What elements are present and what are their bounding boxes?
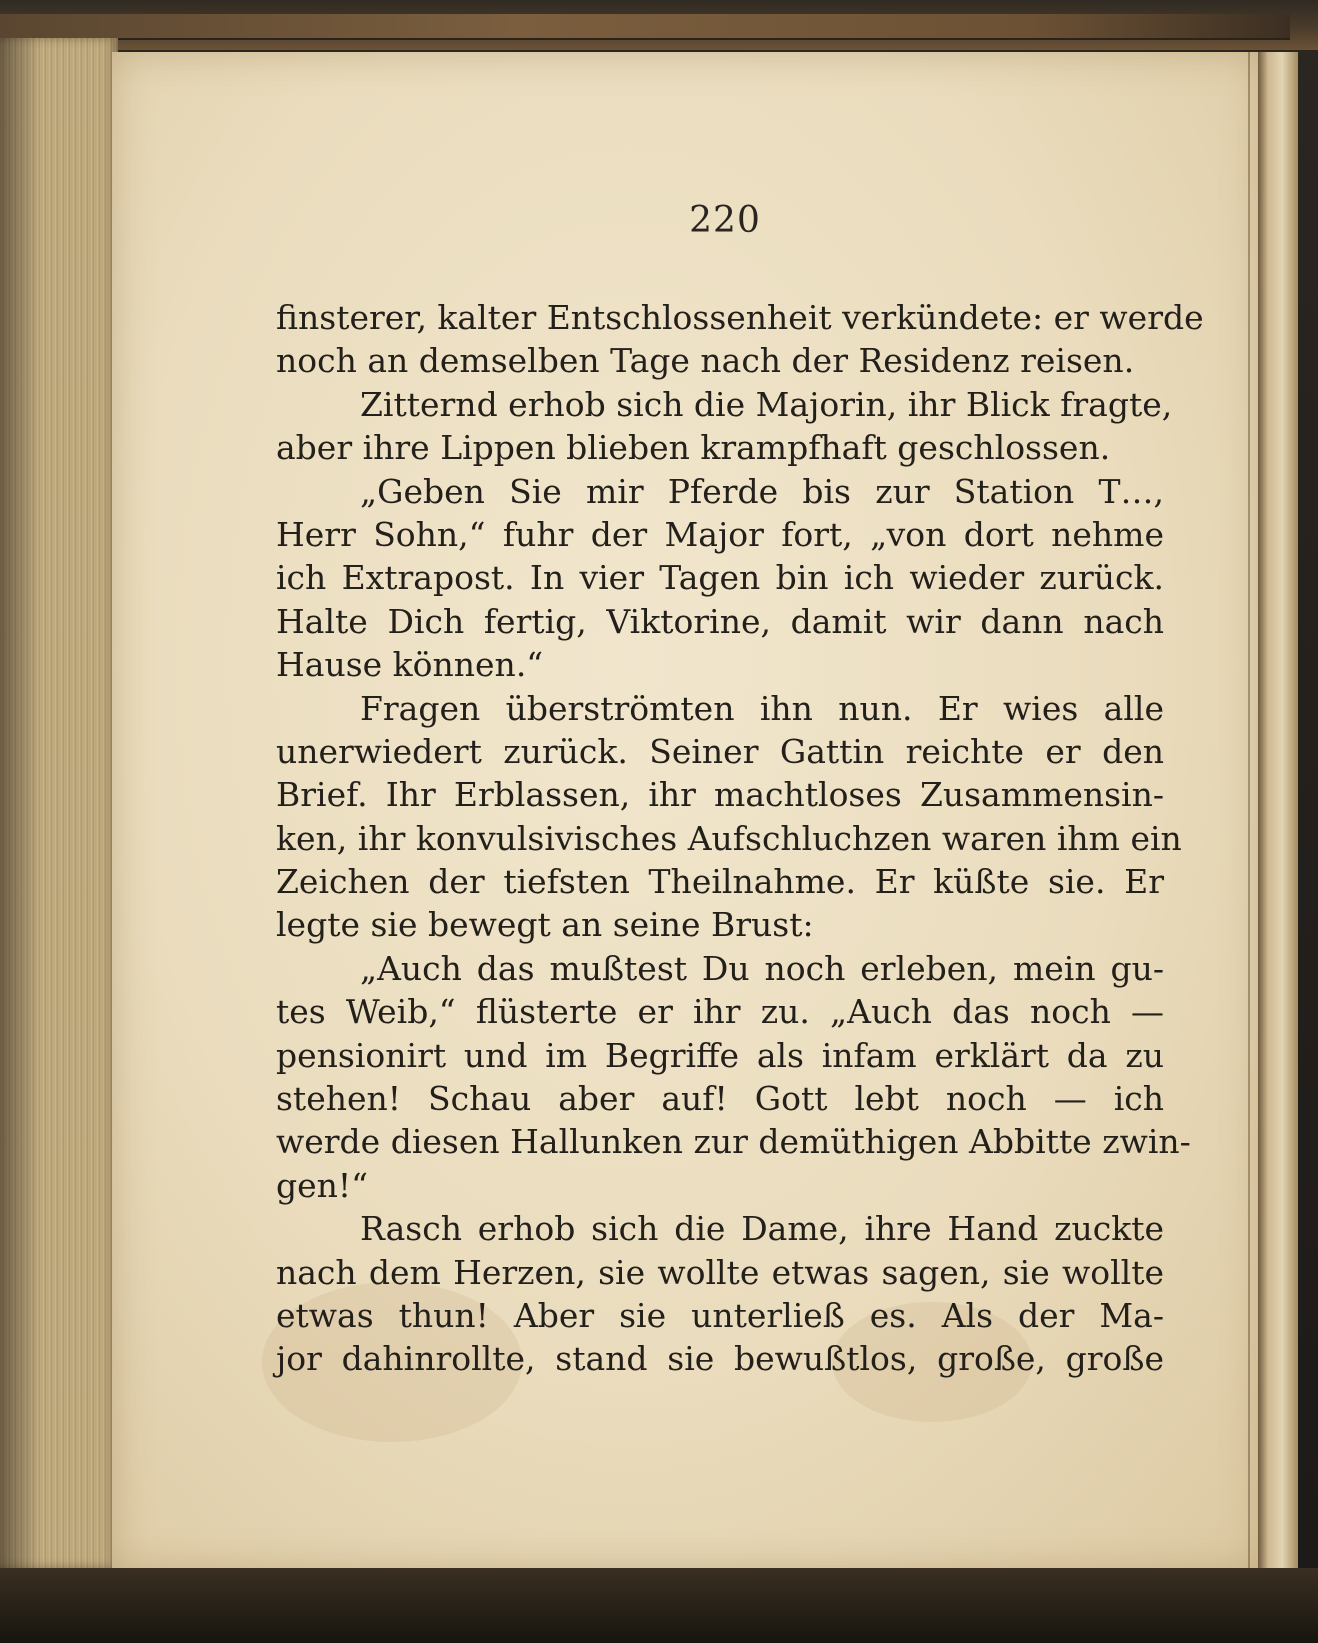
text-line: „Geben Sie mir Pferde bis zur Station T…,: [360, 471, 1164, 511]
page-number: 220: [689, 200, 761, 241]
text-line: legte sie bewegt an seine Brust:: [276, 905, 814, 945]
book-cover-bottom: [0, 1568, 1318, 1643]
text-line: aber ihre Lippen blieben krampfhaft geschlossen.: [276, 428, 1111, 468]
text-line: pensionirt und im Begriffe als infam erklärt da zu: [276, 1035, 1164, 1075]
text-line: gen!“: [276, 1165, 369, 1205]
text-line: unerwiedert zurück. Seiner Gattin reichte er den: [276, 731, 1164, 771]
text-line: Halte Dich fertig, Viktorine, damit wir dann nach: [276, 601, 1164, 641]
text-line: nach dem Herzen, sie wollte etwas sagen, sie wollte: [276, 1252, 1164, 1292]
text-line: etwas thun! Aber sie unterließ es. Als der Ma-: [276, 1295, 1164, 1335]
text-line: Hause können.“: [276, 645, 544, 685]
text-line: Fragen überströmten ihn nun. Er wies alle: [360, 688, 1164, 728]
text-line: Rasch erhob sich die Dame, ihre Hand zuckte: [360, 1209, 1164, 1249]
text-line: ich Extrapost. In vier Tagen bin ich wieder zurück.: [276, 558, 1164, 598]
text-line: Herr Sohn,“ fuhr der Major fort, „von dort nehme: [276, 514, 1164, 554]
text-line: stehen! Schau aber auf! Gott lebt noch — ich: [276, 1079, 1164, 1119]
text-line: Brief. Ihr Erblassen, ihr machtloses Zusammensin-: [276, 775, 1164, 815]
text-line: „Auch das mußtest Du noch erleben, mein gu-: [360, 948, 1164, 988]
text-line: finsterer, kalter Entschlossenheit verkündete: er werde: [276, 298, 1204, 337]
page-edges-shadow: [0, 38, 40, 1568]
text-line: Zeichen der tiefsten Theilnahme. Er küßte sie. Er: [276, 862, 1164, 902]
text-line: ken, ihr konvulsivisches Aufschluchzen waren ihm ein: [276, 818, 1182, 858]
book-spine-edge: [0, 14, 1290, 40]
text-line: tes Weib,“ flüsterte er ihr zu. „Auch das noch —: [276, 992, 1164, 1032]
page-fold-line: [1248, 52, 1250, 1572]
text-line: werde diesen Hallunken zur demüthigen Abbitte zwin-: [276, 1122, 1191, 1162]
text-line: noch an demselben Tage nach der Residenz reisen.: [276, 341, 1135, 381]
text-line: Zitternd erhob sich die Majorin, ihr Blick fragte,: [360, 384, 1173, 424]
page-edge-right: [1258, 52, 1298, 1572]
text-line: jor dahinrollte, stand sie bewußtlos, große, große: [276, 1339, 1164, 1379]
body-text: [276, 296, 1204, 1381]
